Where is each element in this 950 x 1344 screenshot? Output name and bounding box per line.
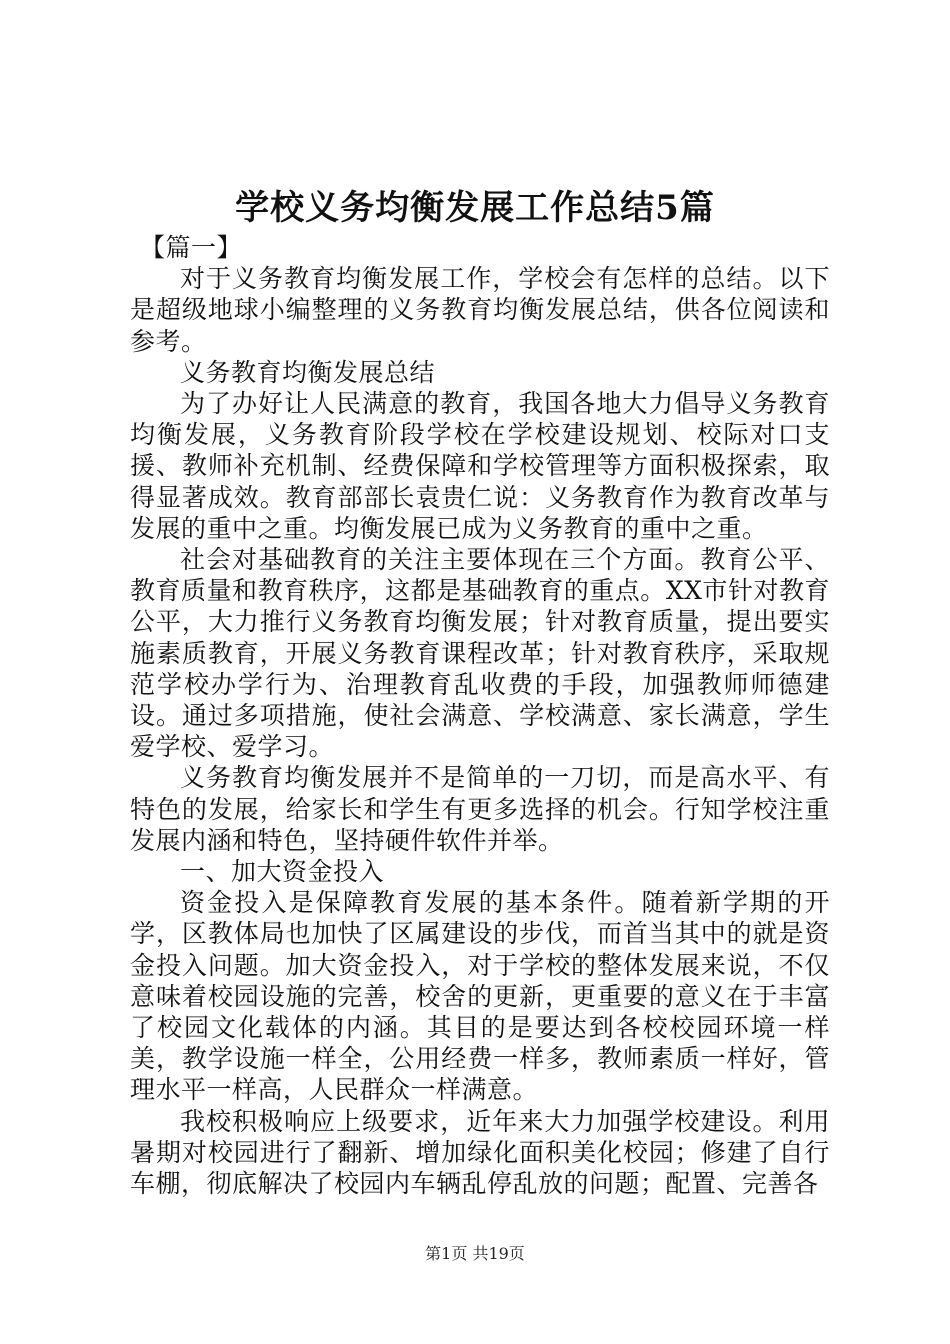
page-title: 学校义务均衡发展工作总结5篇	[235, 188, 715, 228]
intro-paragraph: 对于义务教育均衡发展工作，学校会有怎样的总结。以下是超级地球小编整理的义务教育均衡发展总结，供各位阅读和参考。	[130, 264, 830, 356]
subtitle-heading: 义务教育均衡发展总结	[180, 357, 436, 387]
document-body	[130, 232, 830, 1199]
body-paragraph: 义务教育均衡发展并不是简单的一刀切，而是高水平、有特色的发展，给家长和学生有更多选择的机会。行知学校注重发展内涵和特色，坚持硬件软件并举。	[130, 763, 830, 855]
body-paragraph: 我校积极响应上级要求，近年来大力加强学校建设。利用暑期对校园进行了翻新、增加绿化面积美化校园；修建了自行车棚，彻底解决了校园内车辆乱停乱放的问题；配置、完善各	[130, 1106, 830, 1199]
section-label: 【篇一】	[140, 233, 243, 262]
section-heading: 一、加大资金投入	[180, 857, 385, 887]
body-paragraph: 社会对基础教育的关注主要体现在三个方面。教育公平、教育质量和教育秩序，这都是基础教育的重点。XX市针对教育公平，大力推行义务教育均衡发展；针对教育质量，提出要实施素质教育，开展义务教育课程改革；针对教育秩序，采取规范学校办学行为、治理教育乱收费的手段，加强教师师德建设。通过多项措施，使社会满意、学校满意、家长满意，学生爱学校、爱学习。	[130, 545, 830, 762]
page-number-footer: 第1页 共19页	[425, 1244, 525, 1263]
body-paragraph: 资金投入是保障教育发展的基本条件。随着新学期的开学，区教体局也加快了区属建设的步伐，而首当其中的就是资金投入问题。加大资金投入，对于学校的整体发展来说，不仅意味着校园设施的完善，校舍的更新，更重要的意义在于丰富了校园文化载体的内涵。其目的是要达到各校校园环境一样美，教学设施一样全，公用经费一样多，教师素质一样好，管理水平一样高，人民群众一样满意。	[130, 888, 830, 1105]
body-paragraph: 为了办好让人民满意的教育，我国各地大力倡导义务教育均衡发展，义务教育阶段学校在学校建设规划、校际对口支援、教师补充机制、经费保障和学校管理等方面积极探索，取得显著成效。教育部部长袁贵仁说：义务教育作为教育改革与发展的重中之重。均衡发展已成为义务教育的重中之重。	[130, 389, 830, 543]
